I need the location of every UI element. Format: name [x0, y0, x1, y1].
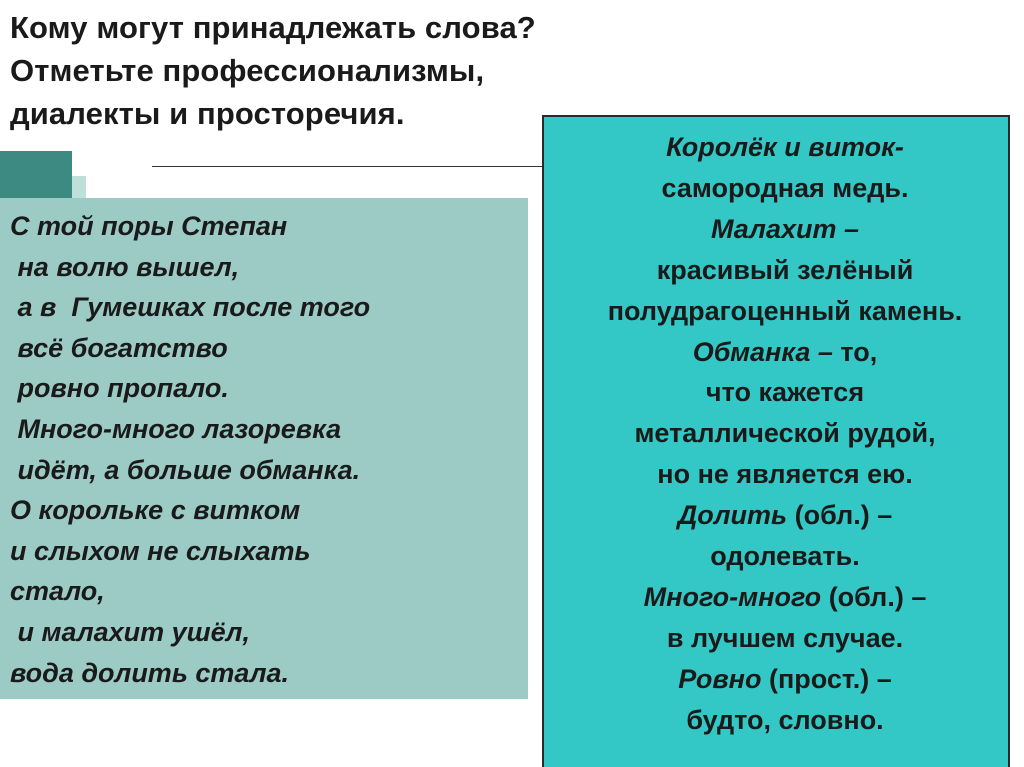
quote-line: а в Гумешках после того: [10, 292, 371, 323]
quote-line: О корольке с витком: [10, 495, 301, 526]
title-underline: [152, 166, 547, 167]
glossary-line: [542, 332, 1024, 373]
title-line: Отметьте профессионализмы,: [10, 53, 485, 88]
glossary-term: Долить: [677, 500, 788, 531]
glossary-definition: полудрагоценный камень.: [607, 295, 963, 326]
decorative-tab: [0, 151, 72, 198]
glossary-line: [542, 291, 1024, 332]
title-line: Кому могут принадлежать слова?: [10, 10, 536, 45]
quote-line: ровно пропало.: [10, 373, 229, 404]
glossary-line: [542, 127, 1024, 168]
glossary-line: [542, 700, 1024, 741]
glossary-term: Обманка –: [692, 336, 833, 367]
glossary-definition: в лучшем случае.: [666, 622, 904, 653]
glossary-term: Много-много: [643, 581, 822, 612]
glossary-line: [542, 250, 1024, 291]
quote-line: и малахит ушёл,: [10, 616, 250, 647]
glossary-term: Ровно: [678, 663, 762, 694]
glossary-definition: что кажется: [705, 377, 865, 408]
glossary-definition: (прост.) –: [761, 663, 892, 694]
glossary-definition: (обл.) –: [787, 500, 893, 531]
quote-line: на волю вышел,: [10, 251, 240, 282]
quote-line: всё богатство: [10, 332, 228, 363]
glossary-line: [542, 659, 1024, 700]
decorative-tab-accent: [72, 176, 86, 198]
title-line: диалекты и просторечия.: [10, 96, 405, 131]
glossary-definition: то,: [832, 336, 878, 367]
glossary-definition: одолевать.: [710, 541, 860, 572]
glossary-line: [542, 454, 1024, 495]
quote-line: идёт, а больше обманка.: [10, 454, 361, 485]
glossary-definition: самородная медь.: [661, 172, 909, 203]
glossary-line: [542, 209, 1024, 250]
glossary-definition: (обл.) –: [821, 581, 927, 612]
quote-line: Много-много лазоревка: [10, 413, 342, 444]
glossary-term: Королёк и виток-: [666, 132, 904, 162]
glossary-line: [542, 618, 1024, 659]
glossary-definition: но не является ею.: [657, 459, 913, 490]
quote-line: С той поры Степан: [10, 211, 288, 241]
glossary-line: [542, 413, 1024, 454]
quote-line: и слыхом не слыхать: [10, 535, 311, 566]
glossary-definition: металлической рудой,: [634, 418, 936, 449]
glossary-line: [542, 168, 1024, 209]
glossary-definition: красивый зелёный: [656, 254, 914, 285]
glossary-term: Малахит –: [710, 213, 859, 244]
glossary-line: [542, 536, 1024, 577]
glossary-line: [542, 372, 1024, 413]
glossary-definition: будто, словно.: [686, 704, 884, 735]
quote-line: стало,: [10, 576, 105, 607]
glossary-text: [542, 127, 1024, 741]
quote-text: [10, 206, 370, 693]
glossary-line: [542, 495, 1024, 536]
quote-line: вода долить стала.: [10, 657, 290, 688]
glossary-line: [542, 577, 1024, 618]
